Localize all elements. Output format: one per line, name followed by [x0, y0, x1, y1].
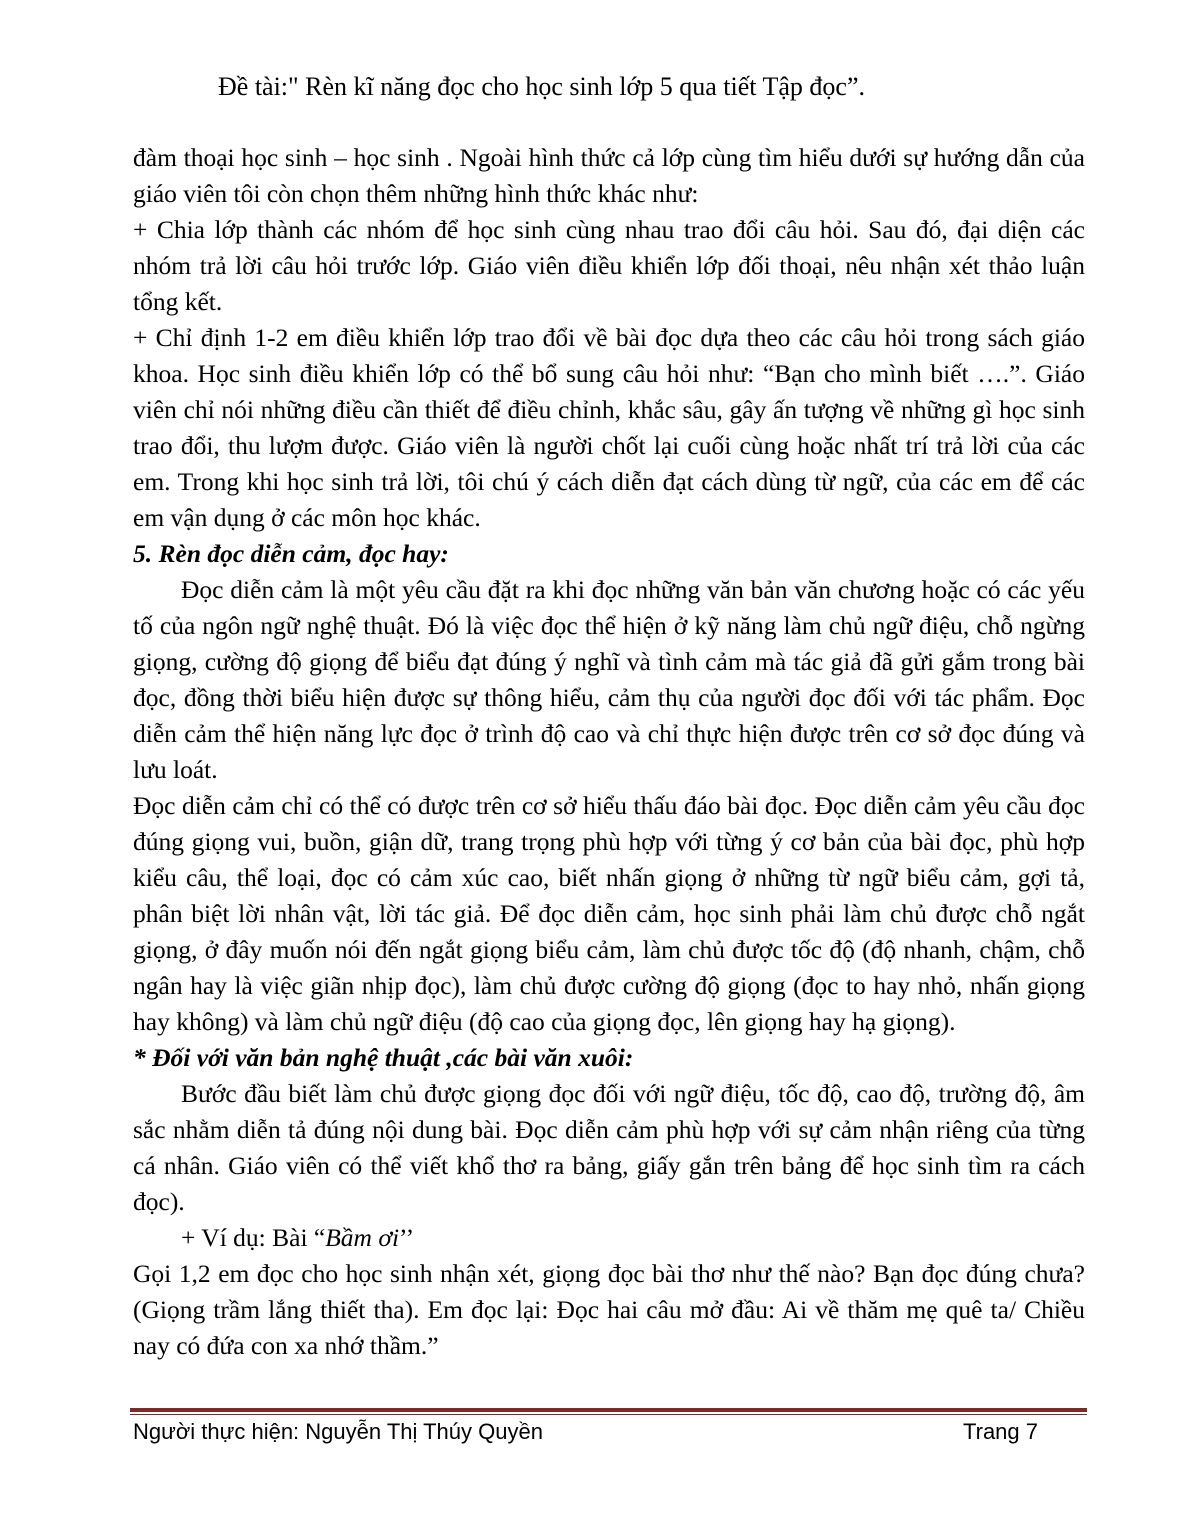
- page-number: Trang 7: [963, 1419, 1039, 1444]
- paragraph-expressive-reading: Đọc diễn cảm là một yêu cầu đặt ra khi đọc những văn bản văn chương hoặc có các yếu tố của ngôn ngữ nghệ thuật. Đó là việc đọc thể hiện ở kỹ năng làm chủ ngữ điệu, chỗ ngừng giọng, cường độ giọng để biểu đạt đúng ý nghĩ và tình cảm mà tác giả đã gửi gắm trong bài đọc, đồng thời biểu hiện được sự thông hiểu, cảm thụ của người đọc đối với tác phẩm. Đọc diễn cảm thể hiện năng lực đọc ở trình độ cao và chỉ thực hiện được trên cơ sở đọc đúng và lưu loát.: [133, 575, 1085, 784]
- subsection-heading-prose: * Đối với văn bản nghệ thuật ,các bài văn xuôi:: [133, 1043, 634, 1072]
- page-header: [218, 70, 865, 104]
- section-heading-5: 5. Rèn đọc diễn cảm, đọc hay:: [133, 539, 449, 568]
- footer-author: Người thực hiện: Nguyễn Thị Thúy Quyền: [133, 1419, 543, 1444]
- paragraph-example-reading: Gọi 1,2 em đọc cho học sinh nhận xét, giọng đọc bài thơ như thế nào? Bạn đọc đúng chưa? (Giọng trầm lắng thiết tha). Em đọc lại: Đọc hai câu mở đầu: Ai về thăm mẹ quê ta/ Chiều nay có đứa con xa nhớ thầm.”: [133, 1259, 1085, 1360]
- paragraph-student-lead: + Chỉ định 1-2 em điều khiển lớp trao đổi về bài đọc dựa theo các câu hỏi trong sách giáo khoa. Học sinh điều khiển lớp có thể bổ sung câu hỏi như: “Bạn cho mình biết ….”. Giáo viên chỉ nói những điều cần thiết để điều chỉnh, khắc sâu, gây ấn tượng về những gì học sinh trao đổi, thu lượm được. Giáo viên là người chốt lại cuối cùng hoặc nhất trí trả lời của các em. Trong khi học sinh trả lời, tôi chú ý cách diễn đạt cách dùng từ ngữ, của các em để các em vận dụng ở các môn học khác.: [133, 323, 1085, 532]
- paragraph-dialogue: đàm thoại học sinh – học sinh . Ngoài hình thức cả lớp cùng tìm hiểu dưới sự hướng dẫn của giáo viên tôi còn chọn thêm những hình thức khác như:: [133, 143, 1085, 208]
- document-body: [133, 140, 1085, 1364]
- header-title: Đề tài:" Rèn kĩ năng đọc cho học sinh lớp 5 qua tiết Tập đọc”.: [218, 72, 866, 101]
- example-title: Bầm ơi: [325, 1223, 400, 1252]
- footer-divider-thin: [130, 1414, 1087, 1415]
- paragraph-group-discussion: + Chia lớp thành các nhóm để học sinh cùng nhau trao đổi câu hỏi. Sau đó, đại diện các nhóm trả lời câu hỏi trước lớp. Giáo viên điều khiển lớp đối thoại, nêu nhận xét thảo luận tổng kết.: [133, 215, 1085, 316]
- paragraph-voice-control: Bước đầu biết làm chủ được giọng đọc đối với ngữ điệu, tốc độ, cao độ, trường độ, âm sắc nhằm diễn tả đúng nội dung bài. Đọc diễn cảm phù hợp với sự cảm nhận riêng của từng cá nhân. Giáo viên có thể viết khổ thơ ra bảng, giấy gắn trên bảng để học sinh tìm ra cách đọc).: [133, 1079, 1085, 1216]
- footer-divider-thick: [130, 1408, 1087, 1412]
- example-suffix: ’’: [399, 1223, 415, 1252]
- example-prefix: + Ví dụ: Bài “: [181, 1223, 326, 1252]
- paragraph-expressive-requirements: Đọc diễn cảm chỉ có thể có được trên cơ sở hiểu thấu đáo bài đọc. Đọc diễn cảm yêu cầu đọc đúng giọng vui, buồn, giận dữ, trang trọng phù hợp với từng ý cơ bản của bài đọc, phù hợp kiểu câu, thể loại, đọc có cảm xúc cao, biết nhấn giọng ở những từ ngữ biểu cảm, gợi tả, phân biệt lời nhân vật, lời tác giả. Để đọc diễn cảm, học sinh phải làm chủ được chỗ ngắt giọng, ở đây muốn nói đến ngắt giọng biểu cảm, làm chủ được tốc độ (độ nhanh, chậm, chỗ ngân hay là việc giãn nhịp đọc), làm chủ được cường độ giọng (đọc to hay nhỏ, nhấn giọng hay không) và làm chủ ngữ điệu (độ cao của giọng đọc, lên giọng hay hạ giọng).: [133, 791, 1085, 1036]
- example-line: [133, 1220, 1085, 1256]
